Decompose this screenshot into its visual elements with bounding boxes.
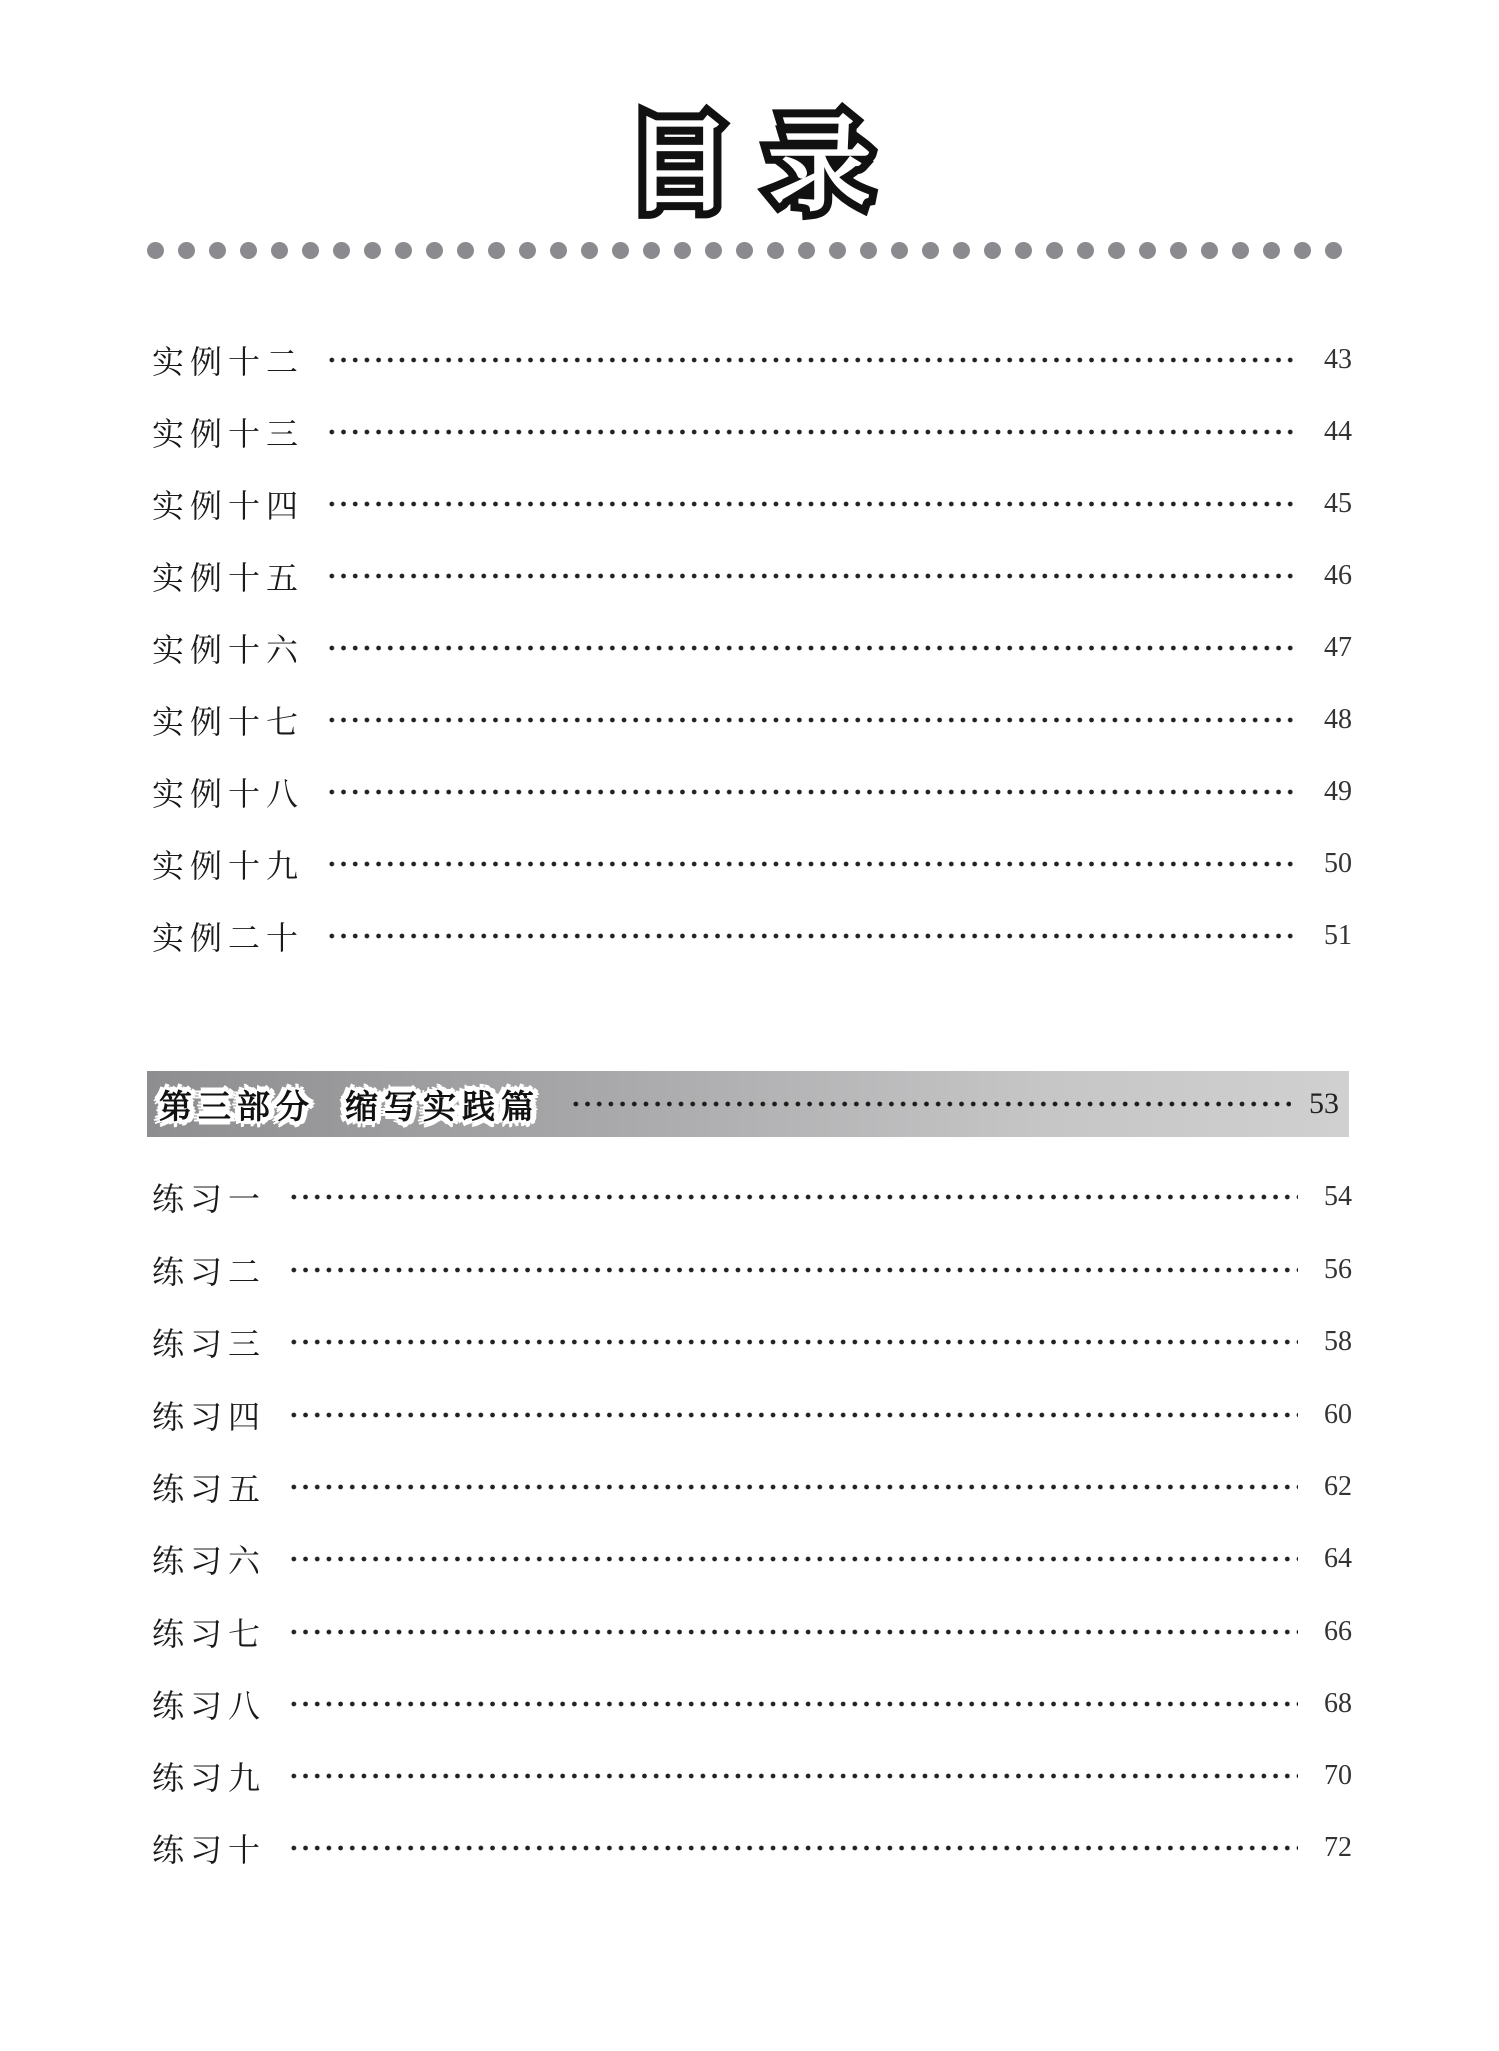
toc-entry[interactable] xyxy=(152,914,1352,958)
dot-leader xyxy=(288,1267,1298,1273)
toc-entry-page: 58 xyxy=(1324,1326,1352,1357)
toc-entry-label: 练习三 xyxy=(152,1325,267,1363)
dot-leader xyxy=(570,1101,1291,1107)
toc-entry[interactable] xyxy=(152,554,1352,598)
toc-entry-label: 练习四 xyxy=(152,1398,267,1436)
toc-entry-page: 44 xyxy=(1324,416,1352,447)
toc-entry-page: 70 xyxy=(1324,1760,1352,1791)
toc-entry[interactable] xyxy=(152,1754,1352,1798)
toc-entry-page: 43 xyxy=(1324,344,1352,375)
dot-leader xyxy=(326,357,1298,363)
toc-entry[interactable] xyxy=(152,1248,1352,1292)
toc-entry[interactable] xyxy=(152,338,1352,382)
toc-entry[interactable] xyxy=(152,770,1352,814)
section-title: 缩写实践篇 xyxy=(345,1086,540,1126)
toc-entry-label: 实例十九 xyxy=(152,847,305,885)
toc-entry-label: 练习七 xyxy=(152,1615,267,1653)
toc-entry-page: 46 xyxy=(1324,560,1352,591)
toc-entry[interactable] xyxy=(152,482,1352,526)
dot-leader xyxy=(326,573,1298,579)
section-header-part-three[interactable] xyxy=(147,1071,1349,1137)
dot-leader xyxy=(288,1339,1298,1345)
dot-leader xyxy=(326,645,1298,651)
toc-entry-label: 实例二十 xyxy=(152,919,305,957)
toc-entry-page: 60 xyxy=(1324,1399,1352,1430)
decorative-dot-divider xyxy=(147,242,1357,260)
toc-entry-page: 64 xyxy=(1324,1543,1352,1574)
toc-entry[interactable] xyxy=(152,410,1352,454)
toc-entry[interactable] xyxy=(152,1320,1352,1364)
toc-entry-label: 实例十八 xyxy=(152,775,305,813)
toc-entry-page: 47 xyxy=(1324,632,1352,663)
toc-entry-label: 实例十三 xyxy=(152,415,305,453)
toc-entry-label: 练习五 xyxy=(152,1470,267,1508)
toc-entry-label: 练习二 xyxy=(152,1253,267,1291)
dot-leader xyxy=(288,1629,1298,1635)
section-header-label xyxy=(159,1081,540,1128)
toc-entry-page: 45 xyxy=(1324,488,1352,519)
toc-entry-label: 练习六 xyxy=(152,1542,267,1580)
toc-entry-label: 实例十六 xyxy=(152,631,305,669)
toc-entry-page: 66 xyxy=(1324,1616,1352,1647)
toc-entry-label: 实例十五 xyxy=(152,559,305,597)
dot-leader xyxy=(288,1484,1298,1490)
dot-leader xyxy=(288,1773,1298,1779)
toc-entry-page: 48 xyxy=(1324,704,1352,735)
page-title xyxy=(0,100,1499,230)
dot-leader xyxy=(326,429,1298,435)
dot-leader xyxy=(326,861,1298,867)
toc-entry-label: 练习一 xyxy=(152,1180,267,1218)
toc-entry[interactable] xyxy=(152,1465,1352,1509)
toc-entry-label: 练习九 xyxy=(152,1759,267,1797)
toc-entry[interactable] xyxy=(152,626,1352,670)
toc-entry-label: 实例十二 xyxy=(152,343,305,381)
toc-entry[interactable] xyxy=(152,1682,1352,1726)
toc-entry[interactable] xyxy=(152,842,1352,886)
dot-leader xyxy=(288,1556,1298,1562)
toc-entry[interactable] xyxy=(152,1826,1352,1870)
section-header-page: 53 xyxy=(1309,1087,1339,1120)
toc-entry-page: 72 xyxy=(1324,1832,1352,1863)
toc-entry-page: 51 xyxy=(1324,920,1352,951)
toc-entry-page: 50 xyxy=(1324,848,1352,879)
toc-entry-page: 54 xyxy=(1324,1181,1352,1212)
dot-leader xyxy=(288,1194,1298,1200)
toc-entry-page: 62 xyxy=(1324,1471,1352,1502)
dot-leader xyxy=(326,501,1298,507)
toc-entry[interactable] xyxy=(152,1175,1352,1219)
toc-entry[interactable] xyxy=(152,1537,1352,1581)
toc-entry-label: 实例十七 xyxy=(152,703,305,741)
toc-entry[interactable] xyxy=(152,1393,1352,1437)
toc-entry[interactable] xyxy=(152,698,1352,742)
toc-entry-label: 练习十 xyxy=(152,1831,267,1869)
page-title-char-2: 录 xyxy=(767,104,908,226)
dot-leader xyxy=(326,717,1298,723)
toc-entry-page: 49 xyxy=(1324,776,1352,807)
page-title-char-1: 目 xyxy=(627,104,768,226)
dot-leader xyxy=(288,1701,1298,1707)
section-part-label: 第三部分 xyxy=(159,1086,315,1126)
dot-leader xyxy=(326,789,1298,795)
toc-entry-page: 56 xyxy=(1324,1254,1352,1285)
toc-entry-label: 实例十四 xyxy=(152,487,305,525)
dot-leader xyxy=(288,1412,1298,1418)
dot-leader xyxy=(326,933,1298,939)
toc-entry-label: 练习八 xyxy=(152,1687,267,1725)
toc-entry[interactable] xyxy=(152,1610,1352,1654)
toc-entry-page: 68 xyxy=(1324,1688,1352,1719)
dot-leader xyxy=(288,1845,1298,1851)
